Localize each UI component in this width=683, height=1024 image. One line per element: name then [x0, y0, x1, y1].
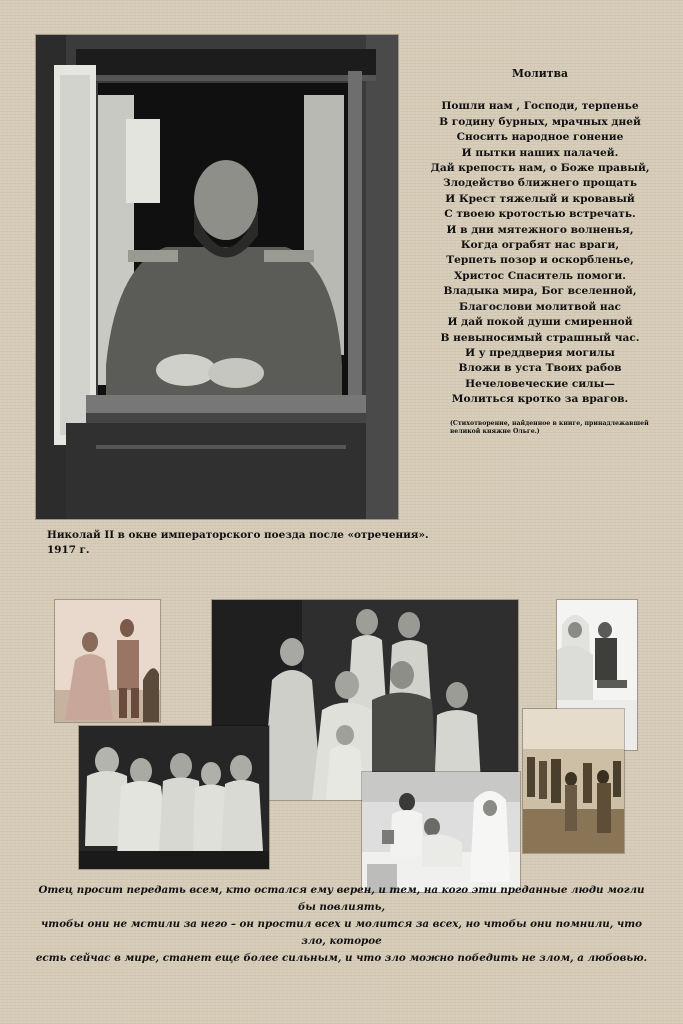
poem-line: Дай крепость нам, о Боже правый,: [430, 162, 650, 175]
poem-line: Благослови молитвой нас: [458, 300, 622, 313]
bottom-quote-line: есть сейчас в мире, станет еще более сильным, и что зло можно победить не злом, а любовью.: [35, 952, 648, 964]
caption-line: Николай II в окне императорского поезда после «отречения».: [47, 529, 429, 541]
main-photo-image: [36, 35, 398, 519]
poem-line: Злодейство ближнего прощать: [442, 177, 638, 190]
poem-line: И в дни мятежного волненья,: [446, 223, 634, 236]
poem-line: В годину бурных, мрачных дней: [439, 115, 641, 128]
poem-source-note: [450, 420, 680, 436]
main-photo-tsar-train-window: [36, 35, 398, 519]
poem-line: И у преддверия могилы: [465, 346, 615, 359]
poem-note-line: великой княжне Ольге.): [450, 428, 540, 435]
poem-line: Владыка мира, Бог вселенной,: [443, 285, 637, 298]
bottom-quote-line: Отец просит передать всем, кто остался ему верен, и тем, на кого эти преданные люди могли бы повлиять,: [38, 884, 645, 913]
photo-hospital-ward: [362, 772, 520, 892]
poem-line: Сносить народное гонение: [456, 131, 624, 144]
poem-note-line: (Стихотворение, найденное в книге, принадлежавшей: [450, 420, 649, 427]
poem-line: Нечеловеческие силы—: [465, 377, 615, 390]
photo-couple-sepia: [55, 600, 160, 722]
poem-line: С твоею кротостью встречать.: [444, 208, 636, 221]
poem-line: Пошли нам , Господи, терпенье: [441, 100, 639, 113]
poem: [420, 66, 660, 408]
poem-line: Вложи в уста Твоих рабов: [458, 362, 622, 375]
photo-children-image: [79, 726, 269, 869]
main-photo-caption: [47, 528, 447, 558]
caption-line: 1917 г.: [47, 544, 90, 556]
bottom-quote: [30, 882, 653, 967]
photo-military-image: [523, 709, 624, 853]
poem-line: И дай покой души смиренной: [447, 316, 633, 329]
poem-line: В невыносимый страшный час.: [440, 331, 640, 344]
poem-line: Христос Спаситель помоги.: [454, 269, 626, 282]
photo-couple-image: [55, 600, 160, 722]
photo-five-children: [79, 726, 269, 869]
poem-line: И Крест тяжелый и кровавый: [445, 192, 635, 205]
photo-military-review: [523, 709, 624, 853]
poem-line: Молиться кротко за врагов.: [451, 393, 629, 406]
bottom-quote-line: чтобы они не мстили за него – он простил всех и молится за всех, но чтобы они помнили, что зло, которое: [40, 918, 643, 947]
poem-title: Молитва: [512, 67, 568, 80]
poem-line: Когда ограбят нас враги,: [460, 239, 620, 252]
photo-hospital-image: [362, 772, 520, 892]
poem-line: И пытки наших палачей.: [461, 146, 619, 159]
poem-line: Терпеть позор и оскорбленье,: [446, 254, 634, 267]
